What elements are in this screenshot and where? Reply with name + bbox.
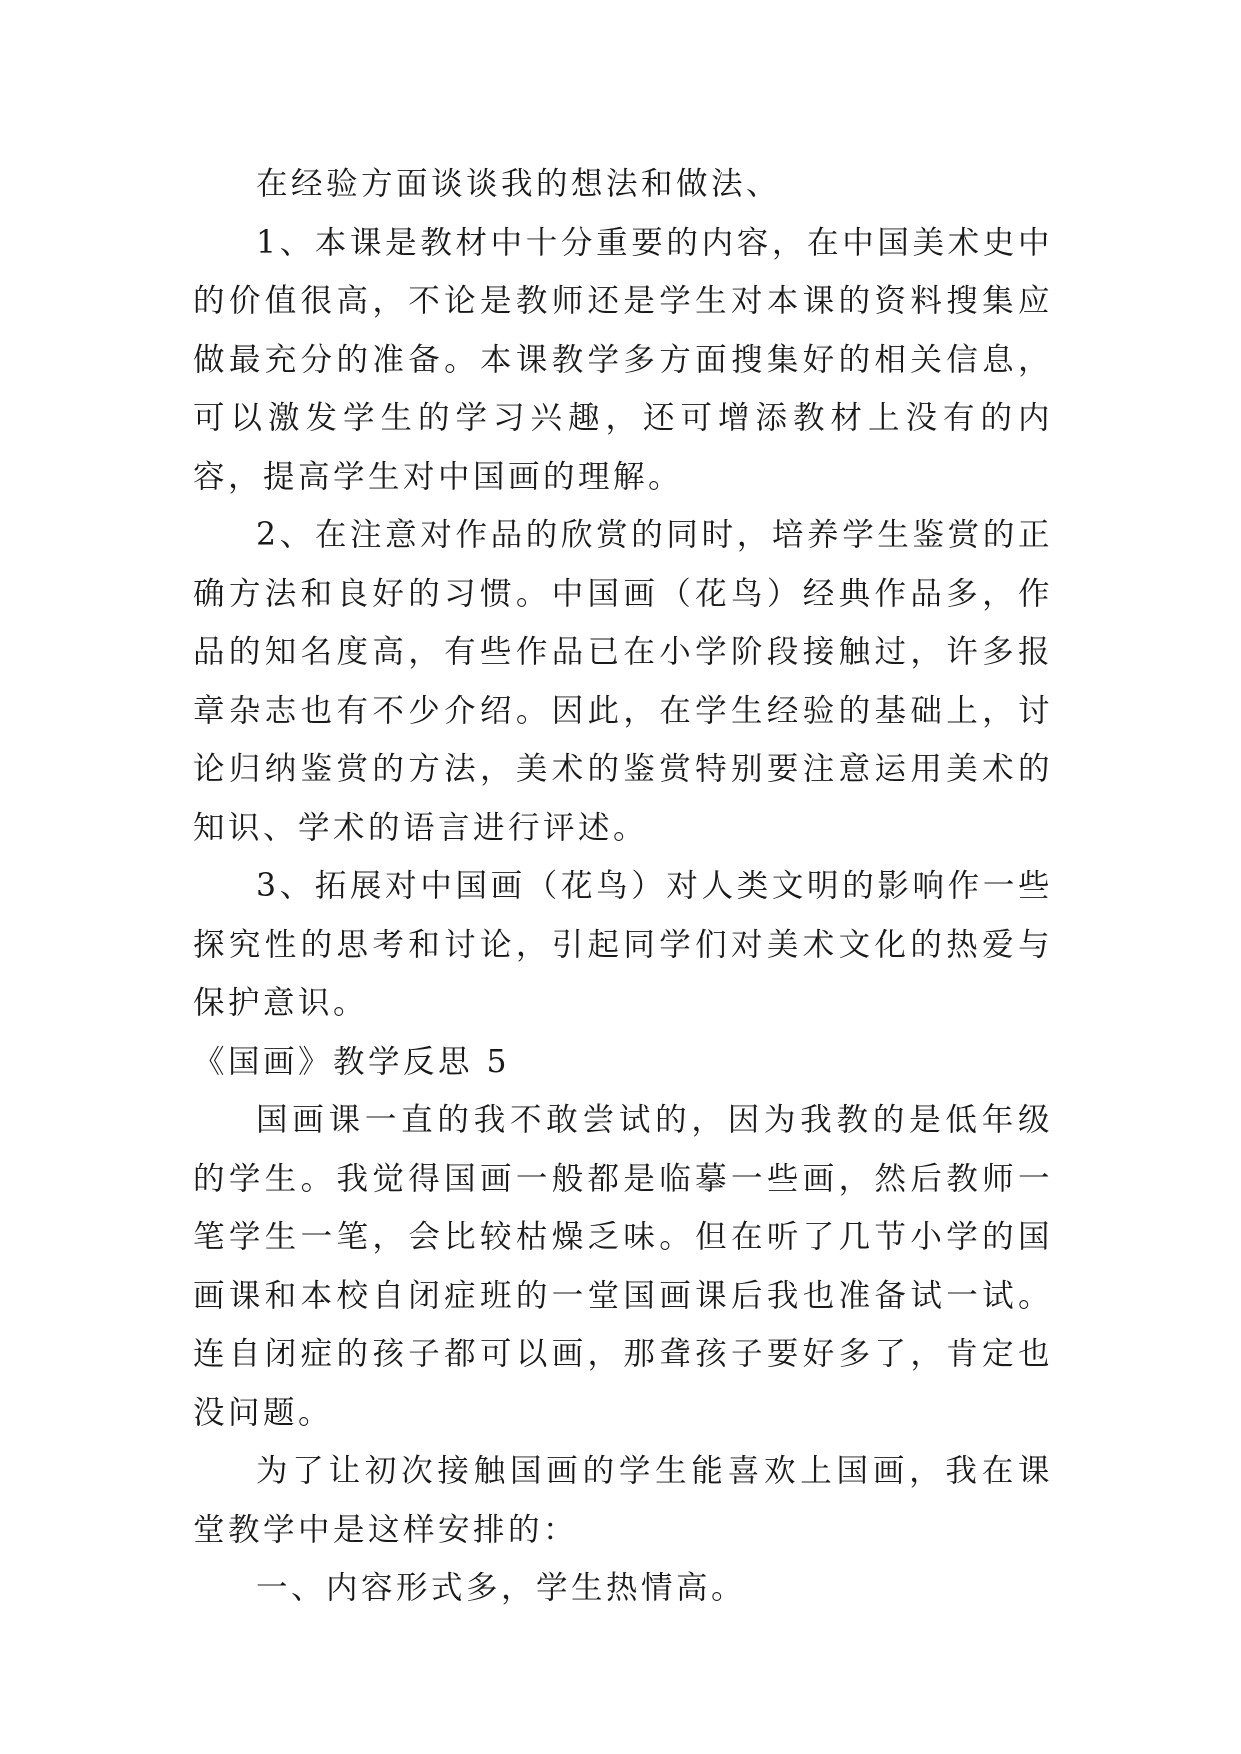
paragraph-point-2: 2、在注意对作品的欣赏的同时，培养学生鉴赏的正确方法和良好的习惯。中国画（花鸟）经典作品多，作品的知名度高，有些作品已在小学阶段接触过，许多报章杂志也有不少介绍。因此，在学生经验的基础上，讨论归纳鉴赏的方法，美术的鉴赏特别要注意运用美术的知识、学术的语言进行评述。: [193, 517, 1053, 846]
paragraph-arrangement: 为了让初次接触国画的学生能喜欢上国画，我在课堂教学中是这样安排的：: [193, 1453, 1053, 1548]
section-heading: 《国画》教学反思 5: [193, 1043, 511, 1080]
paragraph-point-1: 1、本课是教材中十分重要的内容，在中国美术史中的价值很高，不论是教师还是学生对本课的资料搜集应做最充分的准备。本课教学多方面搜集好的相关信息，可以激发学生的学习兴趣，还可增添教材上没有的内容，提高学生对中国画的理解。: [193, 224, 1053, 495]
paragraph-reflection: 国画课一直的我不敢尝试的，因为我教的是低年级的学生。我觉得国画一般都是临摹一些画，然后教师一笔学生一笔，会比较枯燥乏味。但在听了几节小学的国画课和本校自闭症班的一堂国画课后我也准备试一试。连自闭症的孩子都可以画，那聋孩子要好多了，肯定也没问题。: [193, 1102, 1053, 1431]
paragraph-point-3: 3、拓展对中国画（花鸟）对人类文明的影响作一些探究性的思考和讨论，引起同学们对美术文化的热爱与保护意识。: [193, 868, 1053, 1021]
paragraph-item-1: 一、内容形式多，学生热情高。: [256, 1570, 747, 1606]
paragraph-intro: 在经验方面谈谈我的想法和做法、: [256, 166, 782, 202]
document-body: [193, 155, 1053, 1618]
